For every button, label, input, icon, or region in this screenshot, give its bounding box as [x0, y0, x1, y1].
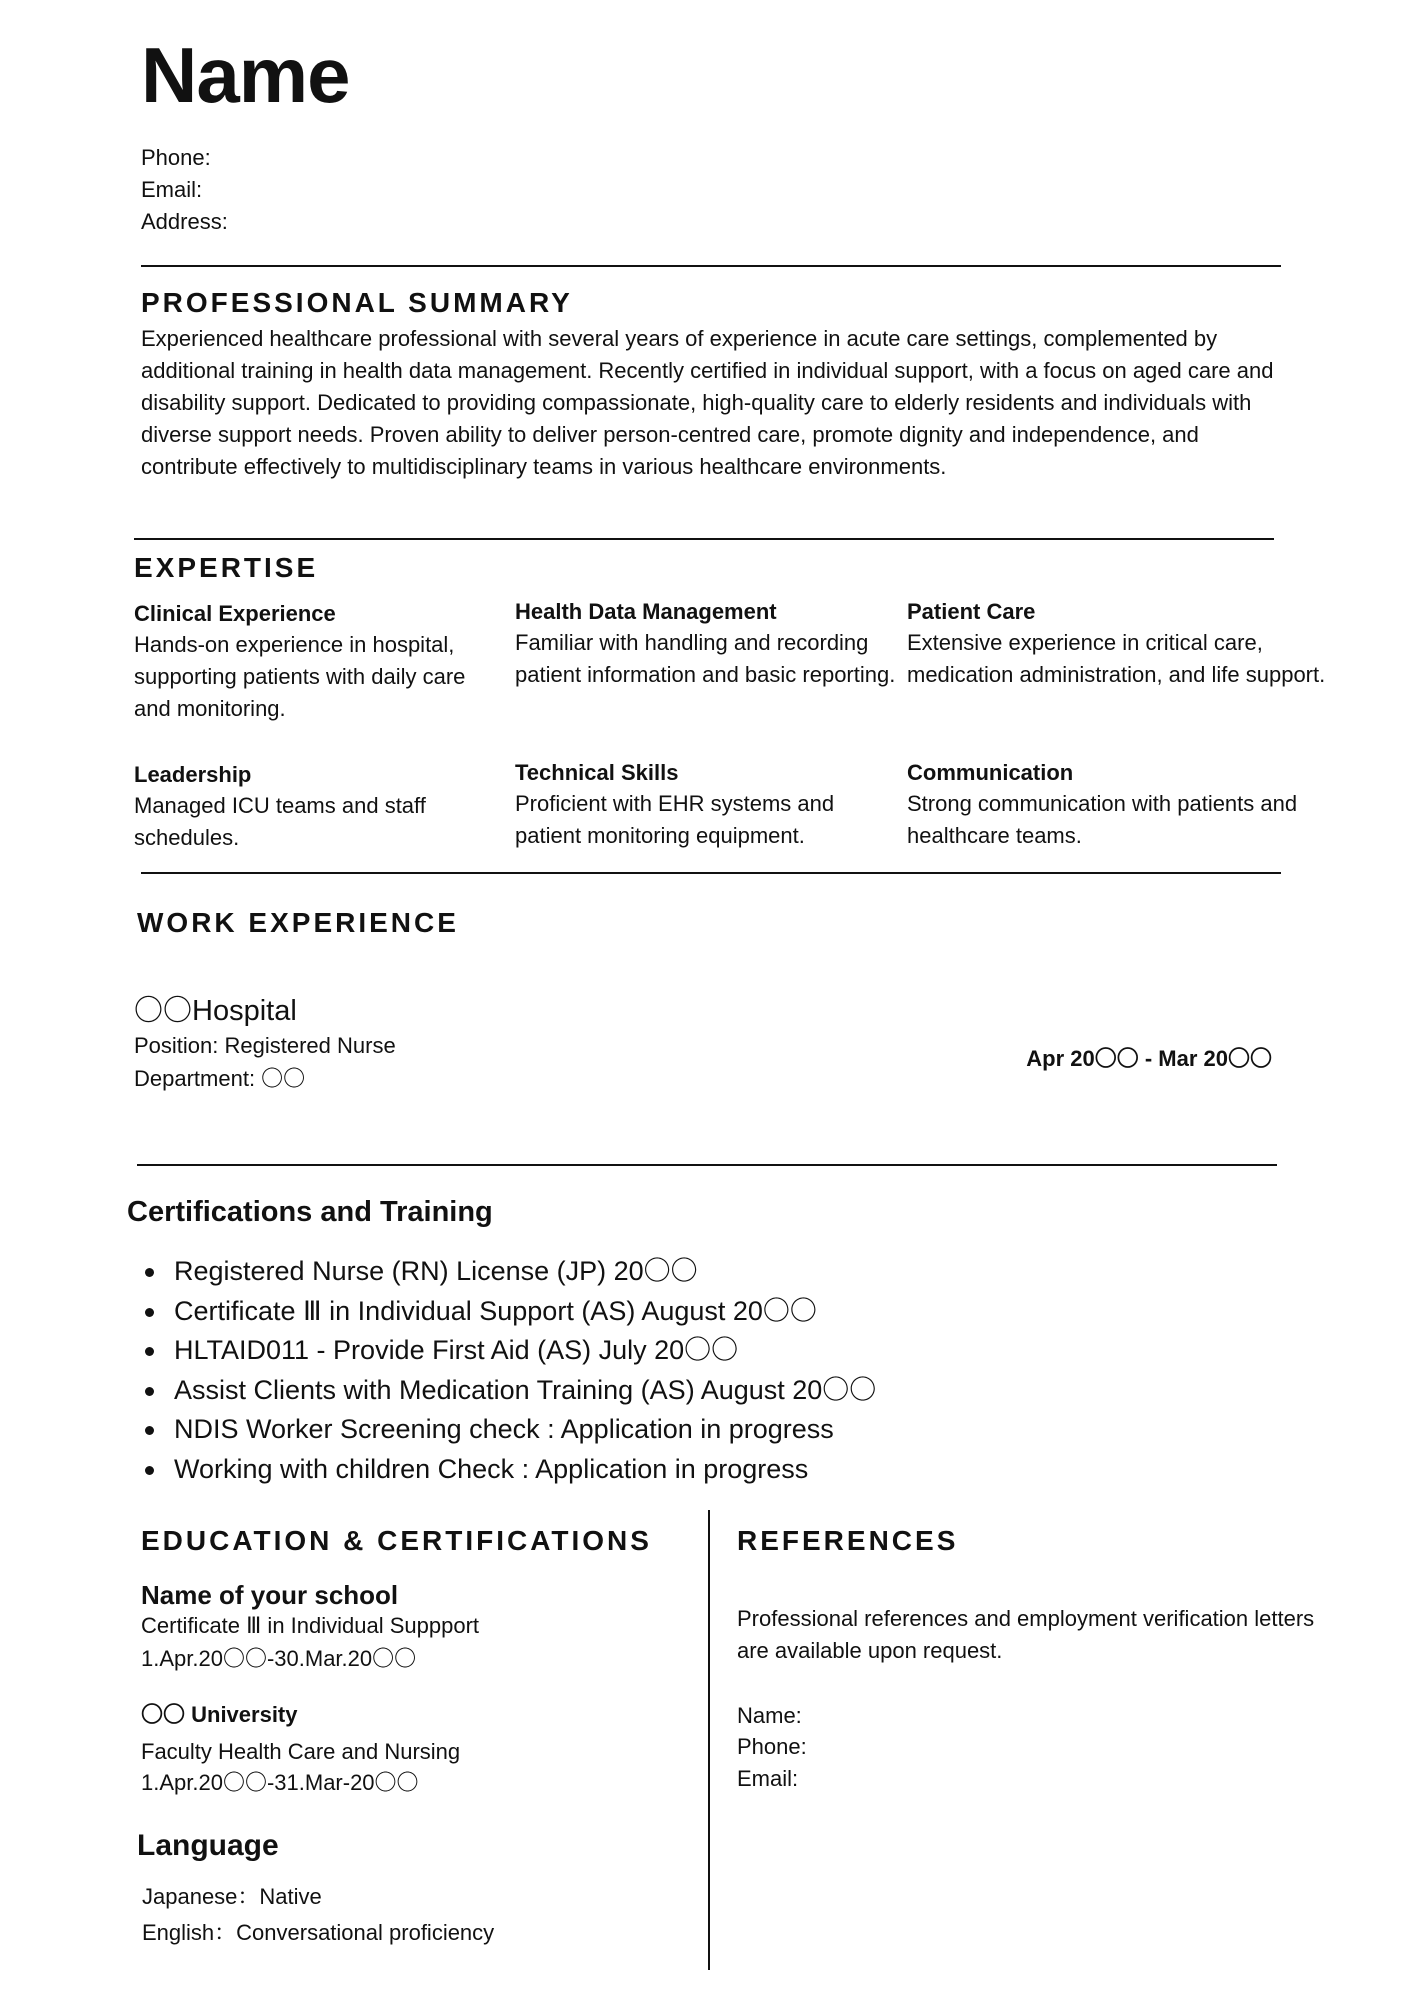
work-heading: WORK EXPERIENCE	[137, 907, 459, 938]
candidate-name: Name	[141, 31, 350, 119]
expertise-item-desc: Hands-on experience in hospital, supporting patients with daily care and monitoring.	[134, 632, 466, 721]
university-dates: 1.Apr.20〇〇-31.Mar-20〇〇	[141, 1770, 419, 1795]
expertise-item-title: Communication	[907, 760, 1074, 785]
language-heading: Language	[137, 1829, 279, 1862]
expertise-item-title: Health Data Management	[515, 599, 777, 624]
education-heading: EDUCATION & CERTIFICATIONS	[141, 1525, 652, 1556]
expertise-item	[907, 758, 1367, 852]
language-item: Japanese：Native	[142, 1884, 322, 1909]
work-position: Position: Registered Nurse	[134, 1033, 396, 1058]
divider	[134, 538, 1274, 540]
list-item: HLTAID011 - Provide First Aid (AS) July 20〇〇	[142, 1331, 876, 1371]
list-item: NDIS Worker Screening check : Application in progress	[142, 1410, 876, 1450]
expertise-item-desc: Managed ICU teams and staff schedules.	[134, 793, 426, 850]
expertise-item	[515, 597, 900, 691]
divider	[141, 872, 1281, 874]
references-text: Professional references and employment verification letters are available upon request.	[737, 1606, 1315, 1663]
list-item: Working with children Check : Application in progress	[142, 1450, 876, 1490]
references-phone-label: Phone:	[737, 1734, 807, 1759]
expertise-item	[515, 758, 900, 852]
expertise-item-desc: Extensive experience in critical care, medication administration, and life support.	[907, 630, 1326, 687]
references-email-label: Email:	[737, 1766, 799, 1791]
expertise-item-desc: Proficient with EHR systems and patient monitoring equipment.	[515, 791, 835, 848]
summary-heading: PROFESSIONAL SUMMARY	[141, 287, 573, 318]
contact-block	[141, 142, 228, 238]
expertise-item-title: Patient Care	[907, 599, 1036, 624]
expertise-item-title: Leadership	[134, 762, 252, 787]
work-dates: Apr 20〇〇 - Mar 20〇〇	[1026, 1046, 1272, 1071]
employer-name: 〇〇Hospital	[134, 995, 297, 1027]
expertise-item	[907, 597, 1367, 691]
address-label: Address:	[141, 209, 228, 234]
expertise-item-title: Technical Skills	[515, 760, 679, 785]
expertise-item-title: Clinical Experience	[134, 601, 336, 626]
language-item: English：Conversational proficiency	[142, 1920, 495, 1945]
expertise-item	[134, 760, 504, 854]
divider	[141, 265, 1281, 267]
university-name: 〇〇 University	[141, 1702, 298, 1727]
column-divider	[708, 1510, 710, 1970]
expertise-item	[134, 599, 504, 725]
list-item: Assist Clients with Medication Training (AS) August 20〇〇	[142, 1371, 876, 1411]
phone-label: Phone:	[141, 145, 211, 170]
expertise-item-desc: Strong communication with patients and healthcare teams.	[907, 791, 1298, 848]
school-program: Certificate Ⅲ in Individual Suppport	[141, 1613, 480, 1638]
work-department: Department: 〇〇	[134, 1066, 306, 1091]
divider	[137, 1164, 1277, 1166]
references-heading: REFERENCES	[737, 1525, 959, 1556]
certifications-heading: Certifications and Training	[127, 1196, 493, 1228]
certifications-list	[142, 1252, 876, 1489]
summary-text: Experienced healthcare professional with several years of experience in acute care settings, complemented by additional training in health data management. Recently certified in individual support, with a focus on aged care and disability support. Dedicated to providing compassionate, high-quality care to elderly residents and individuals with diverse support needs. Proven ability to deliver person-centred care, promote dignity and independence, and contribute effectively to multidisciplinary teams in various healthcare environments.	[141, 326, 1274, 479]
expertise-item-desc: Familiar with handling and recording patient information and basic reporting.	[515, 630, 896, 687]
list-item: Certificate Ⅲ in Individual Support (AS) August 20〇〇	[142, 1292, 876, 1332]
list-item: Registered Nurse (RN) License (JP) 20〇〇	[142, 1252, 876, 1292]
university-faculty: Faculty Health Care and Nursing	[141, 1739, 461, 1764]
school-dates: 1.Apr.20〇〇-30.Mar.20〇〇	[141, 1646, 417, 1671]
expertise-heading: EXPERTISE	[134, 552, 319, 583]
references-name-label: Name:	[737, 1703, 802, 1728]
email-label: Email:	[141, 177, 203, 202]
school-name: Name of your school	[141, 1580, 399, 1610]
